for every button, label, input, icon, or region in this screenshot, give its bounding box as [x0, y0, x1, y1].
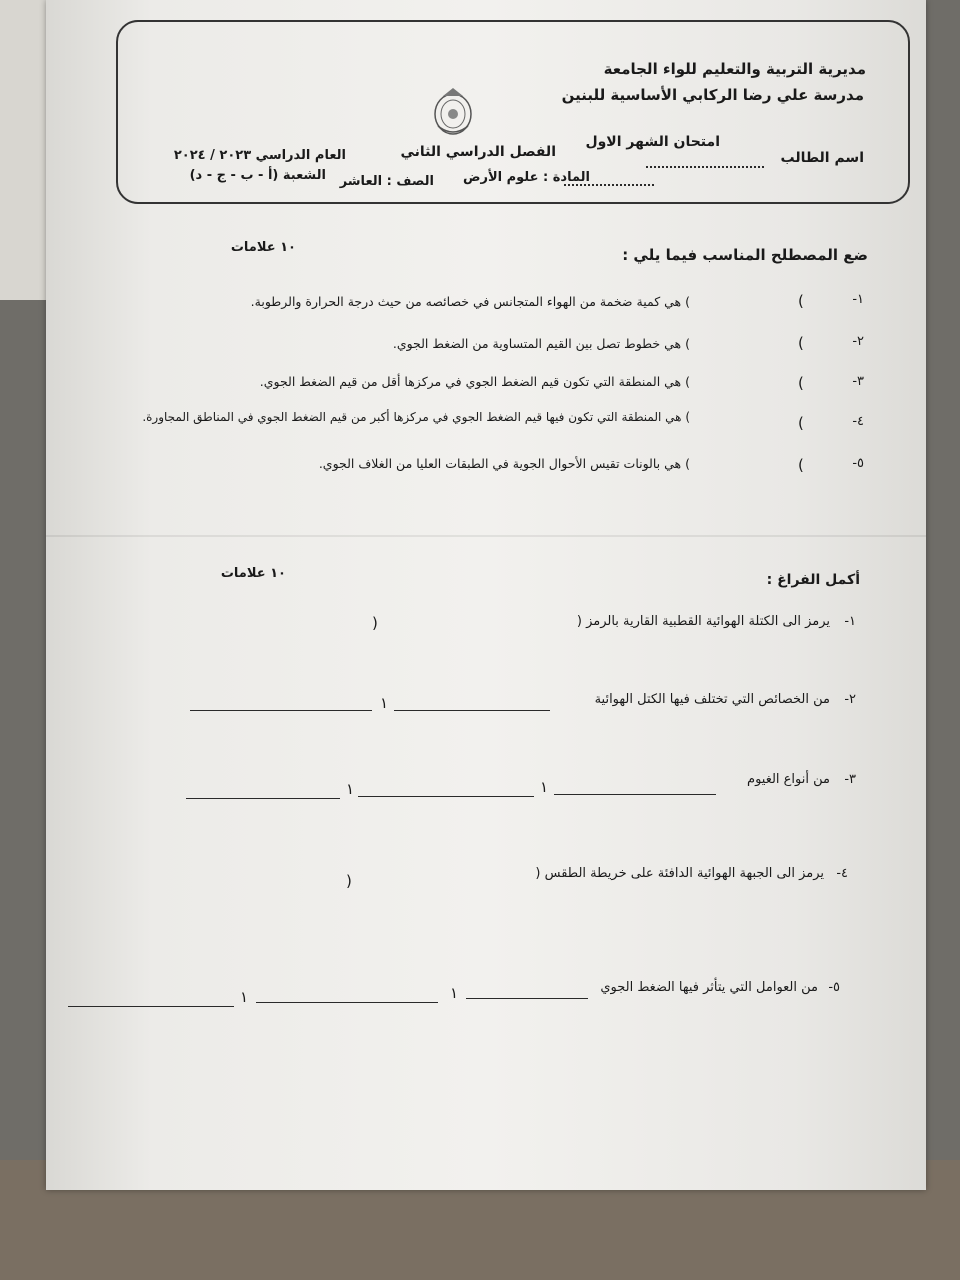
q2-2-blank-1[interactable]	[394, 710, 550, 711]
q2-3-blank-2[interactable]	[358, 796, 534, 797]
q2-5-separator-2: ١	[240, 988, 249, 1006]
q1-2-number: ٢-	[852, 334, 864, 349]
q1-3-answer-paren[interactable]: (	[798, 374, 804, 392]
exam-title: امتحان الشهر الاول	[585, 134, 720, 150]
section2-instruction: أكمل الفراغ :	[766, 572, 860, 588]
school-name: مدرسة علي رضا الركابي الأساسية للبنين	[561, 86, 864, 104]
q1-1-text: ) هي كمية ضخمة من الهواء المتجانس في خصائصه من حيث درجة الحرارة والرطوبة.	[250, 294, 690, 309]
q2-4-close-paren: )	[346, 872, 352, 890]
student-name-dots[interactable]	[646, 166, 764, 168]
q1-2-text: ) هي خطوط تصل بين القيم المتساوية من الضغط الجوي.	[392, 336, 690, 351]
section2-marks: ١٠ علامات	[220, 566, 286, 581]
q2-2-blank-2[interactable]	[190, 710, 372, 711]
q2-5-blank-3[interactable]	[68, 1006, 234, 1007]
section-label: الشعبة (أ - ب - ج - د)	[189, 168, 326, 183]
q1-3-number: ٣-	[852, 374, 864, 389]
q1-3-text: ) هي المنطقة التي تكون قيم الضغط الجوي في مركزها أقل من قيم الضغط الجوي.	[259, 374, 690, 389]
subject-label: المادة : علوم الأرض	[462, 170, 590, 185]
exam-sheet	[46, 0, 926, 1190]
q1-4-answer-paren[interactable]: (	[798, 414, 804, 432]
q2-3-blank-3[interactable]	[186, 798, 340, 799]
q1-4-text: ) هي المنطقة التي تكون فيها قيم الضغط الجوي في مركزها أكبر من قيم الضغط الجوي في المناطق المجاورة.	[142, 410, 690, 424]
q2-5-text: من العوامل التي يتأثر فيها الضغط الجوي	[600, 980, 818, 995]
q1-5-text: ) هي بالونات تقيس الأحوال الجوية في الطبقات العليا من الغلاف الجوي.	[318, 456, 690, 471]
section1-instruction: ضع المصطلح المناسب فيما يلي :	[622, 246, 868, 264]
q2-1-text: يرمز الى الكتلة الهوائية القطبية القارية بالرمز (	[576, 614, 830, 629]
q2-4-number: ٤-	[836, 866, 848, 881]
academic-year: العام الدراسي ٢٠٢٣ / ٢٠٢٤	[173, 148, 346, 163]
q2-3-separator-1: ١	[540, 778, 549, 796]
q2-3-blank-1[interactable]	[554, 794, 716, 795]
q2-5-blank-2[interactable]	[256, 1002, 438, 1003]
q2-3-separator-2: ١	[346, 780, 355, 798]
q2-5-blank-1[interactable]	[466, 998, 588, 999]
semester-label: الفصل الدراسي الثاني	[400, 144, 556, 160]
q1-5-number: ٥-	[852, 456, 864, 471]
q1-5-answer-paren[interactable]: (	[798, 456, 804, 474]
q2-4-text: يرمز الى الجبهة الهوائية الدافئة على خريطة الطقس (	[535, 866, 824, 881]
q2-2-text: من الخصائص التي تختلف فيها الكتل الهوائية	[594, 692, 830, 707]
q2-1-close-paren: )	[372, 614, 378, 632]
section1-marks: ١٠ علامات	[230, 240, 296, 255]
q2-1-number: ١-	[844, 614, 856, 629]
directorate-title: مديرية التربية والتعليم للواء الجامعة	[603, 60, 866, 78]
q1-1-number: ١-	[852, 292, 864, 307]
grade-label: الصف : العاشر	[339, 174, 434, 189]
subject-dots	[564, 184, 654, 186]
paper-fold	[46, 535, 926, 537]
q2-3-number: ٣-	[844, 772, 856, 787]
q2-3-text: من أنواع الغيوم	[747, 772, 830, 787]
q1-2-answer-paren[interactable]: (	[798, 334, 804, 352]
jordan-emblem-icon	[430, 86, 476, 138]
q1-4-number: ٤-	[852, 414, 864, 429]
q2-2-number: ٢-	[844, 692, 856, 707]
q1-1-answer-paren[interactable]: (	[798, 292, 804, 310]
q2-2-separator: ١	[380, 694, 389, 712]
q2-5-number: ٥-	[828, 980, 840, 995]
q2-5-separator-1: ١	[450, 984, 459, 1002]
student-name-label: اسم الطالب	[780, 150, 864, 166]
